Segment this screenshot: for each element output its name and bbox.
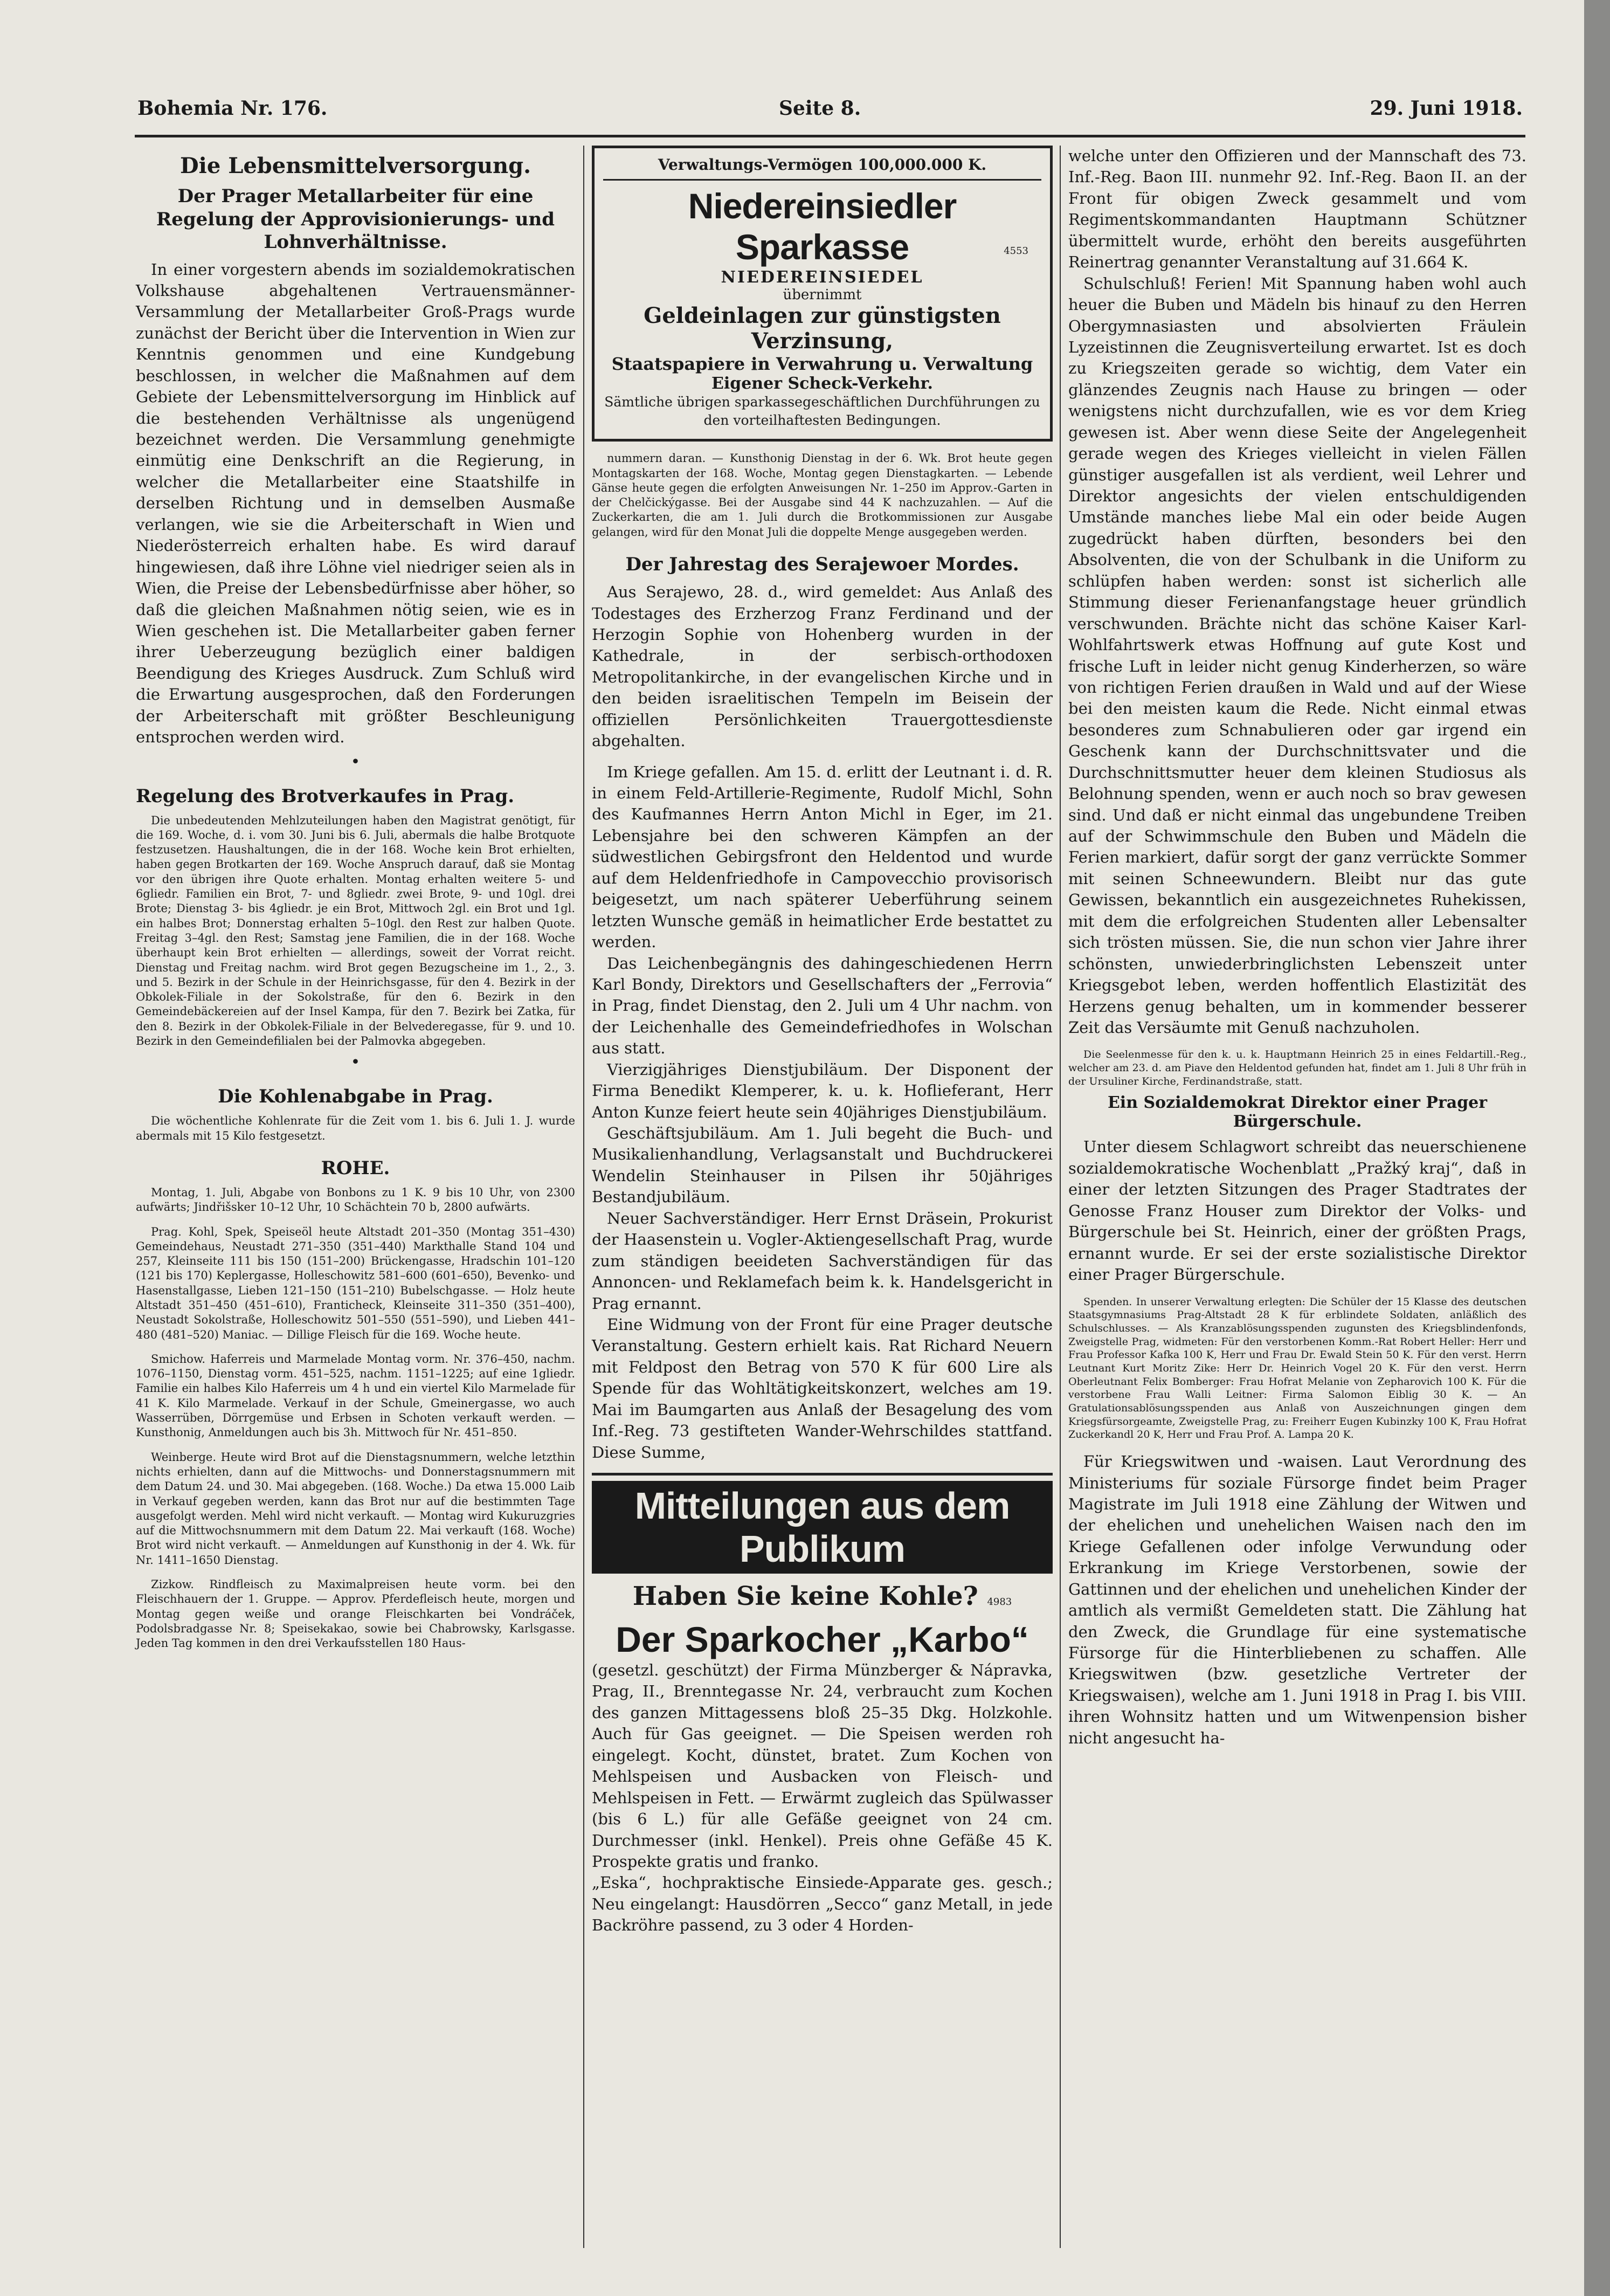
heading-brotverkauf: Regelung des Brotverkaufes in Prag. xyxy=(136,785,515,807)
article-body-metallarbeiter: In einer vorgestern abends im sozialdemokratischen Volkshause abgehaltenen Vertrauensmänner-Versammlung der Metallarbeiter Groß-Prags wurde zunächst der Bericht über die Intervention in Wien zur Kenntnis genommen und eine Kundgebung beschlossen, in welcher die Maßnahmen auf dem Gebiete der Lebensmittelversorgung im Hinblick auf die bestehenden Verhältnisse als ungenügend bezeichnet werden. Die Versammlung genehmigte einmütig eine Denkschrift an die Regierung, in welcher die Metallarbeiter eine Staatshilfe in derselben Richtung und in demselben Ausmaße verlangen, wie sie die Arbeiterschaft in Wien und Niederösterreich erhalten habe. Es wird darauf hingewiesen, daß ihre Löhne viel niedriger seien als in Wien, die Preise der Lebensbedürfnisse aber höher, so daß die gleichen Maßnahmen nötig seien, wie es in Wien geschehen ist. Die Metallarbeiter gaben ferner ihrer Ueberzeugung bezüglich einer baldigen Beendigung des Krieges Ausdruck. Zum Schluß wird die Erwartung ausgesprochen, daß den Forderungen der Arbeiterschaft mit größter Beschleunigung entsprochen werden wird. xyxy=(136,260,575,747)
ad-code: 4553 xyxy=(1004,245,1028,257)
header-date: 29. Juni 1918. xyxy=(1370,97,1523,120)
article-widmung: Eine Widmung von der Front für eine Prager deutsche Veranstaltung. Gestern erhielt kais. Rat Richard Neuern mit Feldpost den Betrag von 570 K für 600 Lire als Spende für das Wohltätigkeitskonzert, welches am 19. Mai im Baumgarten aus Anlaß der Besagelung des vom Inf.-Reg. 73 gestifteten Wander-Wehrschildes stattfand. Diese Summe, xyxy=(592,1315,1053,1461)
header-page-number: Seite 8. xyxy=(779,97,861,120)
article-kriegswitwen: Für Kriegswitwen und -waisen. Laut Verordnung des Ministeriums für soziale Fürsorge findet beim Prager Magistrate im Juli 1918 eine Zählung der Witwen und der ehelichen und unehelichen Waisen nach den im Kriege Gefallenen oder infolge Verwundung oder Erkrankung im Kriege Verstorbenen, sowie der Gattinnen und der ehelichen und unehelichen Kinder der amtlich als vermißt Gemeldeten statt. Die Zählung hat den Zweck, die Grundlage für eine systematische Fürsorge für die Hinterbliebenen zu schaffen. Alle Kriegswitwen (bzw. gesetzliche Vertreter der Kriegswaisen), welche am 1. Juni 1918 in Prag I. bis VIII. ihren Wohnsitz hatten und um Witwenpension bisher nicht angesucht ha- xyxy=(1068,1452,1526,1747)
column-divider xyxy=(1060,146,1061,2248)
advertisement-sparkasse xyxy=(592,146,1053,442)
advertisement-karbo xyxy=(592,1473,1053,1936)
heading-rohe: ROHE. xyxy=(321,1157,390,1179)
ad-code: 4983 xyxy=(987,1596,1012,1608)
notice-weinberge: Weinberge. Heute wird Brot auf die Dienstagsnummern, welche letzthin nichts erhielten, dann auf die Mittwochs- und Donnerstagsnummern mit dem Datum 24. und 30. Mai abgegeben. (168. Woche.) Da etwa 15.000 Laib in Verkauf gegeben werden, kann das Brot nur auf die bestimmten Tage ausgefolgt werden. Mehl wird nicht verkauft. — Montag wird Kukuruzgries auf die Mittwochsnummern mit dem Datum 22. Mai verkauft (168. Woche) Brot wird nicht verkauft. — Anmeldungen auf Kunsthonig in der 4. Wk. für Nr. 1411–1650 Dienstag. xyxy=(136,1450,575,1567)
column-3 xyxy=(1068,146,1526,1749)
separator-dot: • xyxy=(350,1053,361,1072)
article-title-lebensmittel: Die Lebensmittelversorgung. xyxy=(179,153,531,178)
article-body-kohlenabgabe: Die wöchentliche Kohlenrate für die Zeit vom 1. bis 6. Juli 1. J. wurde abermals mit 15 Kilo festgesetzt. xyxy=(136,1114,575,1142)
section-banner-publikum: Mitteilungen aus dem Publikum xyxy=(592,1481,1053,1574)
ad-capital: Verwaltungs-Vermögen 100,000.000 K. xyxy=(603,156,1041,181)
ad-cheque: Eigener Scheck-Verkehr. xyxy=(711,374,933,393)
article-widmung-continued: welche unter den Offizieren und der Mannschaft des 73. Inf.-Reg. Baon III. nunmehr 92. Inf.-Reg. Baon II. an der Front für obigen Zweck gesammelt und vom Regimentskommandanten Hauptmann Schützner übermittelt wurde, erhöht den bereits ausgeführten Reinertrag genannter Veranstaltung auf 31.664 K. xyxy=(1068,147,1526,272)
notice-spenden: Spenden. In unserer Verwaltung erlegten: Die Schüler der 15 Klasse des deutschen Staatsgymnasiums Prag-Altstadt 28 K für erblindete Soldaten, anläßlich des Schulschlusses. — Als Kranzablösungsspenden zugunsten des Kriegsblindenfonds, Zweigstelle Prag, widmeten: Für den verstorbenen Komm.-Rat Robert Heller: Herr und Frau Professor Kafka 100 K, Herr und Frau Dr. Ewald Stein 50 K. Für den verst. Herrn Leutnant Kurt Moritz Zike: Herr Dr. Heinrich Vogel 20 K. Für den verst. Herrn Oberleutnant Felix Bomberger: Frau Hofrat Melanie von Zepharovich 100 K. Für die verstorbene Frau Walli Leitner: Firma Salomon Eiblig 30 K. — An Gratulationsablösungsspenden aus Anlaß von Auszeichnungen gingen dem Kriegsfürsorgeamte, Zweigstelle Prag, zu: Freiherr Eugen Kubinzky 100 K, Frau Hofrat Zuckerkandl 20 K, Herr und Frau Prof. A. Lampa 20 K. xyxy=(1068,1295,1526,1441)
ad-eska-text: „Eska“, hochpraktische Einsiede-Apparate ges. gesch.; Neu eingelangt: Hausdörren „Secco“ ganz Metall, in jede Backröhre passend, zu 3 oder 4 Horden- xyxy=(592,1873,1053,1935)
article-sozialdemokrat: Unter diesem Schlagwort schreibt das neuerschienene sozialdemokratische Wochenblatt „Pražký kraj“, daß in einer der letzten Sitzungen des Prager Stadtrates der Genosse Franz Houser zum Direktor der Volks- und Bürgerschule bei St. Heinrich, einer der größten Prags, ernannt wurde. Er sei der erste sozialistische Direktor einer Prager Bürgerschule. xyxy=(1068,1137,1526,1284)
column-2 xyxy=(592,146,1053,1936)
notice-continued: nummern daran. — Kunsthonig Dienstag in der 6. Wk. Brot heute gegen Montagskarten der 168. Woche, Montag gegen Dienstagkarten. — Lebende Gänse heute gegen die erfolgten Anweisungen Nr. 1–250 im Approv.-Garten in der Chelčickýgasse. Bei der Ausgabe sind 44 K nachzuzahlen. — Auf die Zuckerkarten, die am 1. Juli durch die Brotkommissionen zur Ausgabe gelangen, wird für den Monat Juli die doppelte Menge ausgegeben werden. xyxy=(592,452,1053,539)
ad-brand: Der Sparkocher „Karbo“ xyxy=(616,1619,1029,1659)
ad-question xyxy=(592,1581,1053,1611)
separator-dot: • xyxy=(350,752,361,771)
article-schulschluss: Schulschluß! Ferien! Mit Spannung haben wohl auch heuer die Buben und Mädeln bis hinauf zu den Herren Obergymnasiasten und absolvierten Fräulein Lyzeistinnen die Zeugnisverteilung erwartet. Ist es doch zu Kriegszeiten gerade so wichtig, dem Vater ein glänzendes Zeugnis nach Hause zu bringen — oder wenigstens nicht durchzufallen, wie es vor dem Krieg gewesen ist. Aber wenn diese Seite der Angelegenheit gerade wegen des Krieges vielleicht in vielen Fällen günstiger ausgefallen ist als verdient, weil Lehrer und Direktor angesichts der vielen entschuldigenden Umstände manches liebe Mal ein oder beide Augen zugedrückt haben dürften, besonders bei den Absolventen, die von der Schulbank in die Uniform zu schlüpfen haben werden: sonst ist sicherlich alle Stimmung dieser Ferienanfangstage heuer gründlich verschwunden. Brächte nicht das schöne Kaiser Karl-Wohlfahrtswerk etwas Hoffnung auf gute Kost und frische Luft in leider nicht genug Kinderherzen, so wäre von richtigen Ferien draußen in Wald und auf der Wiese bei den meisten kaum die Rede. Nicht einmal etwas besonderes zum Schnabulieren oder gar irgend ein Geschenk kann der Durchschnittsvater und die Durchschnittsmutter heuer dem kleinen Studiosus als Belohnung spenden, wenn er auch noch so brav gewesen sind. Und daß er nicht einmal das ungebundene Treiben auf der Schwimmschule den Buben und Mädeln die Ferien markiert, dafür sorgt der ganz verrückte Sommer mit seinen Schneewundern. Bleibt nur das gute Gewissen, bekanntlich ein ausgezeichnetes Ruhekissen, mit dem die erfolgreichen Studenten aller Lebensalter sich trösten müssen. Sie, die nun schon vier Jahre ihrer schönsten, unwiederbringlichsten Lebenszeit unter Kriegsgebot leben, werden hoffentlich Elastizität des Herzens genug behalten, um in kommender besserer Zeit das Versäumte mit Genuß nachzuholen. xyxy=(1068,274,1526,1037)
article-body-brotverkauf: Die unbedeutenden Mehlzuteilungen haben den Magistrat genötigt, für die 169. Woche, d. i. vom 30. Juni bis 6. Juli, abermals die halbe Brotquote festzusetzen. Haushaltungen, die in der 168. Woche kein Brot erhielten, haben gegen Brotkarten der 169. Woche Anspruch darauf, daß sie Montag vor den übrigen ihre Quote erhalten. Montag erhalten weitere 5- und 6gliedr. Familien ein Brot, 7- und 8gliedr. zwei Brote, 9- und 10gl. drei Brote; Dienstag 3- bis 4gliedr. je ein Brot, Mittwoch 2gl. ein Brot und 1gl. ein halbes Brot; Donnerstag erhalten 5–10gl. den Rest zur halben Quote. Freitag 3–4gl. den Rest; Samstag jene Familien, die in der 168. Woche überhaupt kein Brot erhielten — allerdings, soweit der Vorrat reicht. Dienstag und Freitag nachm. wird Brot gegen Bezugscheine im 1., 2., 3. und 5. Bezirk in der Schule in der Heinrichsgasse, für den 4. Bezirk in der Obkolek-Filiale in der Sokolstraße, für den 6. Bezirk in den Gemeindebäckereien auf der Insel Kampa, für den 7. Bezirk bei Zatka, für den 8. Bezirk in der Obkolek-Filiale in der Belvederegasse, für 9. und 10. Bezirk in den Gemeindefilialen bei der Palmovka abgegeben. xyxy=(136,813,575,1048)
scan-edge xyxy=(1584,0,1610,2296)
notice-zizkow: Zizkow. Rindfleisch zu Maximalpreisen heute vorm. bei den Fleischhauern der 1. Gruppe. — Approv. Pferdefleisch heute, morgen und Montag gegen weiße und orange Fleischkarten bei Vondráček, Podolsbradgasse Nr. 8; Speisekakao, sowie bei Chabrowsky, Karlsgasse. Jeden Tag kommen in den drei Verkaufsstellen 180 Haus- xyxy=(136,1578,575,1650)
heading-jahrestag: Der Jahrestag des Serajewoer Mordes. xyxy=(625,554,1019,576)
ad-deposits: Geldeinlagen zur günstigsten Verzinsung, xyxy=(644,302,1001,354)
header-rule xyxy=(135,135,1525,137)
article-leichenbegaengnis: Das Leichenbegängnis des dahingeschiedenen Herrn Karl Bondy, Direktors und Gesellschafters der „Ferrovia“ in Prag, findet Dienstag, den 2. Juli um 4 Uhr nachm. von der Leichenhalle des Gemeindefriedhofes in Wolschan aus statt. xyxy=(592,954,1053,1058)
article-kriege-gefallen: Im Kriege gefallen. Am 15. d. erlitt der Leutnant i. d. R. in einem Feld-Artillerie-Regimente, Rudolf Michl, Sohn des Kaufmannes Herrn Anton Michl in Eger, im 21. Lebensjahre bei den schweren Kämpfen an der südwestlichen Gebirgsfront den Heldentod und wurde auf dem Heldenfriedhofe in Campovecchio provisorisch beigesetzt, um nach späterer Ueberführung seinem letzten Wunsche gemäß in heimatlicher Erde bestattet zu werden. xyxy=(592,762,1053,952)
heading-kohlenabgabe: Die Kohlenabgabe in Prag. xyxy=(218,1086,493,1108)
notice-smichow: Smichow. Haferreis und Marmelade Montag vorm. Nr. 376–450, nachm. 1076–1150, Dienstag vorm. 451–525, nachm. 1151–1225; auf eine 1gliedr. Familie ein halbes Kilo Haferreis um 4 h und ein viertel Kilo Marmelade für 41 K. Kilo Marmelade. Verkauf in der Schule, Gmeinergasse, wo auch Wasserrüben, Dörrgemüse und Erbsen in Schoten verkauft werden. — Kunsthonig, Anmeldungen auch bis 3h. Mittwoch für Nr. 451–850. xyxy=(136,1352,575,1439)
ad-karbo-text: (gesetzl. geschützt) der Firma Münzberger & Nápravka, Prag, II., Brenntegasse Nr. 24, verbraucht zum Kochen des ganzen Mittagessens bloß 25–35 Dkg. Holzkohle. Auch für Gas geeignet. — Die Speisen werden roh eingelegt. Kocht, dünstet, bratet. Zum Kochen von Mehlspeisen und Ausbacken von Fleisch- und Mehlspeisen in Fett. — Erwärmt zugleich das Spülwasser (bis 6 L.) für alle Gefäße geeignet von 24 cm. Durchmesser (inkl. Henkel). Preis ohne Gefäße 45 K. Prospekte gratis und franko. xyxy=(592,1661,1053,1871)
ad-place: NIEDEREINSIEDEL xyxy=(721,267,924,287)
ad-question-text: Haben Sie keine Kohle? xyxy=(632,1581,978,1611)
page-header xyxy=(137,97,1523,135)
header-paper-name: Bohemia Nr. 176. xyxy=(137,97,328,120)
ad-takes: übernimmt xyxy=(783,286,862,303)
ad-services: Sämtliche übrigen sparkassegeschäftlichen Durchführungen zu den vorteilhaftesten Bedingungen. xyxy=(604,394,1040,428)
ad-bank-name: Niedereinsiedler Sparkasse xyxy=(688,186,957,267)
column-divider xyxy=(583,146,584,2248)
notice-seelenmesse: Die Seelenmesse für den k. u. k. Hauptmann Heinrich 25 in eines Feldartill.-Reg., welcher am 23. d. am Piave den Heldentod gefunden hat, findet am 1. Juli 8 Uhr früh in der Ursuliner Kirche, Ferdinandstraße, statt. xyxy=(1068,1049,1526,1087)
ad-papers: Staatspapiere in Verwahrung u. Verwaltung xyxy=(611,353,1033,374)
notice-prag: Prag. Kohl, Spek, Speiseöl heute Altstadt 201–350 (Montag 351–430) Gemeindehaus, Neustadt 271–350 (351–440) Markthalle Stand 104 und 257, Kleinseite 111 bis 150 (151–200) Brückengasse, Hradschin 101–120 (121 bis 170) Keplergasse, Holleschowitz 581–600 (601–650), Bevenko- und Hasenstallgasse, Lieben 121–150 (151–210) Bubelschgasse. — Holz heute Altstadt 351–450 (451–610), Franticheck, Kleinseite 311–350 (351–400), Neustadt Sokolstraße, Holleschowitz 501–550 (551–590), und Lieben 441–480 (481–520) Maniac. — Dillige Fleisch für die 169. Woche heute. xyxy=(136,1225,575,1341)
column-1 xyxy=(136,146,575,1651)
article-subtitle-metallarbeiter: Der Prager Metallarbeiter für eine Regelung der Approvisionierungs- und Lohnverhältnisse. xyxy=(156,185,555,253)
article-sachverstaendiger: Neuer Sachverständiger. Herr Ernst Dräsein, Prokurist der Haasenstein u. Vogler-Aktiengesellschaft Prag, wurde zum ständigen beeideten Sachverständigen für das Annoncen- und Reklamefach beim k. k. Handelsgericht in Prag ernannt. xyxy=(592,1209,1053,1313)
article-dienstjubilaeum: Vierzigjähriges Dienstjubiläum. Der Disponent der Firma Benedikt Klemperer, k. u. k. Hoflieferant, Herr Anton Kunze feiert heute sein 40jähriges Dienstjubiläum. xyxy=(592,1060,1053,1121)
article-jahrestag: Aus Serajewo, 28. d., wird gemeldet: Aus Anlaß des Todestages des Erzherzog Franz Ferdinand und der Herzogin Sophie von Hohenberg wurden in der Kathedrale, in der serbisch-orthodoxen Metropolitankirche, in der evangelischen Kirche und in den beiden israelitischen Tempeln im Beisein der offiziellen Persönlichkeiten Trauergottesdienste abgehalten. xyxy=(592,583,1053,750)
heading-sozialdemokrat: Ein Sozialdemokrat Direktor einer Prager Bürgerschule. xyxy=(1107,1093,1488,1132)
notice-rohe: Montag, 1. Juli, Abgabe von Bonbons zu 1 K. 9 bis 10 Uhr, von 2300 aufwärts; Jindřišsker 10–12 Uhr, 10 Schächtein 70 b, 2800 aufwärts. xyxy=(136,1185,575,1214)
article-geschaeftsjubilaeum: Geschäftsjubiläum. Am 1. Juli begeht die Buch- und Musikalienhandlung, Verlagsanstalt und Buchdruckerei Wendelin Steinhauser in Pilsen ihr 50jähriges Bestandjubiläum. xyxy=(592,1124,1053,1206)
